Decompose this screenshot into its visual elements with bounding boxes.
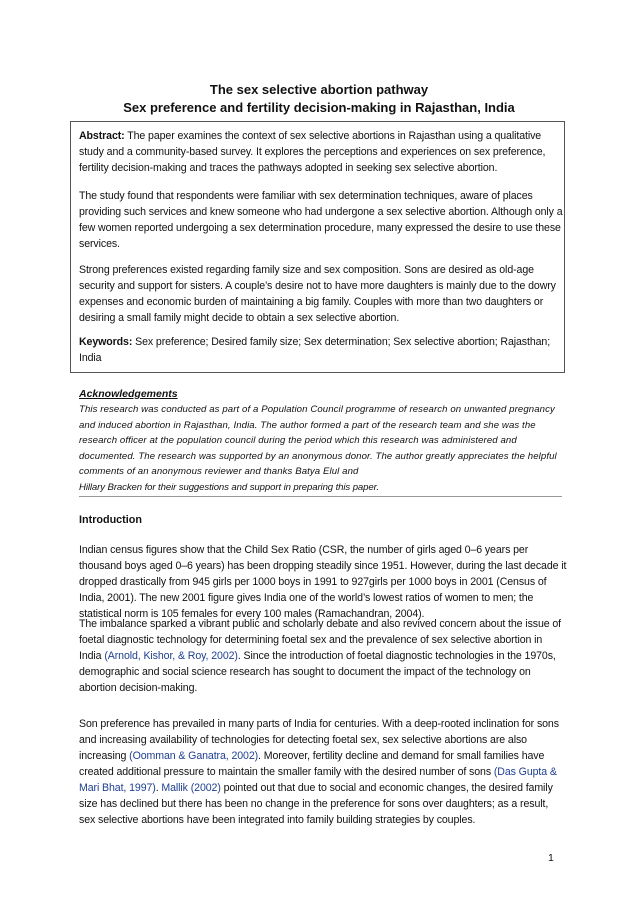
abstract-text-1: The paper examines the context of sex selective abortions in Rajasthan using a qualitative study and a community-based survey. It explores the perceptions and experiences on sex preference, fertility decision-making and traces the pathways adopted in seeking sex selective abortion. bbox=[79, 130, 546, 174]
acknowledgements-text-last: Hillary Bracken for their suggestions and support in preparing this paper. bbox=[79, 481, 379, 493]
abstract-paragraph-1 bbox=[79, 128, 567, 176]
introduction-paragraph-2-text-b: . Since the introduction of foetal diagnostic technologies in the 1970s, demographic and social science research has sought to document the impact of the technology on abortion decision-making. bbox=[79, 650, 556, 694]
introduction-paragraph-3-text-b: . Moreover, fertility decline and demand for small families have created additional pressure to maintain the smaller family with the desired number of sons bbox=[79, 750, 545, 778]
introduction-paragraph-3-text-a: Son preference has prevailed in many parts of India for centuries. With a deep-rooted inclination for sons and increasing availability of technologies for detecting foetal sex, sex selective abortions are also increasing bbox=[79, 718, 559, 762]
page-number: 1 bbox=[548, 852, 554, 864]
introduction-paragraph-3-text-c: . bbox=[155, 782, 162, 794]
paper-subtitle: Sex preference and fertility decision-making in Rajasthan, India bbox=[123, 100, 515, 115]
citation-arnold-2002[interactable]: (Arnold, Kishor, & Roy, 2002) bbox=[104, 650, 238, 662]
introduction-paragraph-2 bbox=[79, 616, 567, 696]
introduction-heading: Introduction bbox=[79, 514, 142, 526]
paper-title: The sex selective abortion pathway bbox=[209, 82, 429, 97]
citation-das-gupta-1997[interactable]: (Das Gupta & Mari Bhat, 1997) bbox=[79, 766, 557, 794]
abstract-label: Abstract: bbox=[79, 130, 125, 142]
abstract-paragraph-2: The study found that respondents were familiar with sex determination techniques, aware of places providing such services and knew someone who had undergone a sex selective abortion. Although only a few women reported undergoing a sex determination procedure, many expressed the desire to use these services. bbox=[79, 190, 563, 250]
section-divider bbox=[79, 496, 562, 497]
keywords-label: Keywords: bbox=[79, 336, 133, 348]
citation-mallik-2002[interactable]: Mallik (2002) bbox=[161, 782, 221, 794]
keywords-text: Sex preference; Desired family size; Sex determination; Sex selective abortion; Rajasthan; India bbox=[79, 336, 551, 364]
citation-oomman-2002[interactable]: (Oomman & Ganatra, 2002) bbox=[129, 750, 259, 762]
keywords-paragraph bbox=[79, 334, 567, 366]
introduction-paragraph-3-text-d: pointed out that due to social and economic changes, the desired family size has declined but there has been no change in the preference for sons over daughters; as a result, sex selective abortions have been integrated into family building strategies by couples. bbox=[79, 782, 553, 826]
acknowledgements-heading: Acknowledgements bbox=[79, 388, 178, 400]
abstract-paragraph-3: Strong preferences existed regarding family size and sex composition. Sons are desired as old-age security and support for sisters. A couple’s desire not to have more daughters is mainly due to the dowry expenses and economic burden of maintaining a big family. Couples with more than two daughters or desiring a small family might decide to obtain a sex selective abortion. bbox=[79, 264, 556, 324]
introduction-paragraph-3 bbox=[79, 716, 567, 828]
introduction-paragraph-2-text-a: The imbalance sparked a vibrant public and scholarly debate and also revived concern about the issue of foetal diagnostic technology for determining foetal sex and the prevalence of sex selective abortion in India bbox=[79, 618, 562, 662]
introduction-paragraph-1: Indian census figures show that the Child Sex Ratio (CSR, the number of girls aged 0–6 years per thousand boys aged 0–6 years) has been dropping steadily since 1951. However, during the last decade it dropped drastically from 945 girls per 1000 boys in 1991 to 927girls per 1000 boys in 2001 (Census of India, 2001). The new 2001 figure gives India one of the world’s lowest ratios of women to men; the statistical norm is 105 females for every 100 males (Ramachandran, 2004). bbox=[79, 544, 567, 620]
acknowledgements-text-main: This research was conducted as part of a Population Council programme of research on unwanted pregnancy and induced abortion in Rajasthan, India. The author formed a part of the research team and she was the research officer at the population council during the period which this research was administered and documented. The research was supported by an anonymous donor. The author greatly appreciates the helpful comments of an anonymous reviewer and thanks Batya Elul and bbox=[79, 404, 557, 478]
acknowledgements-text bbox=[79, 402, 567, 496]
